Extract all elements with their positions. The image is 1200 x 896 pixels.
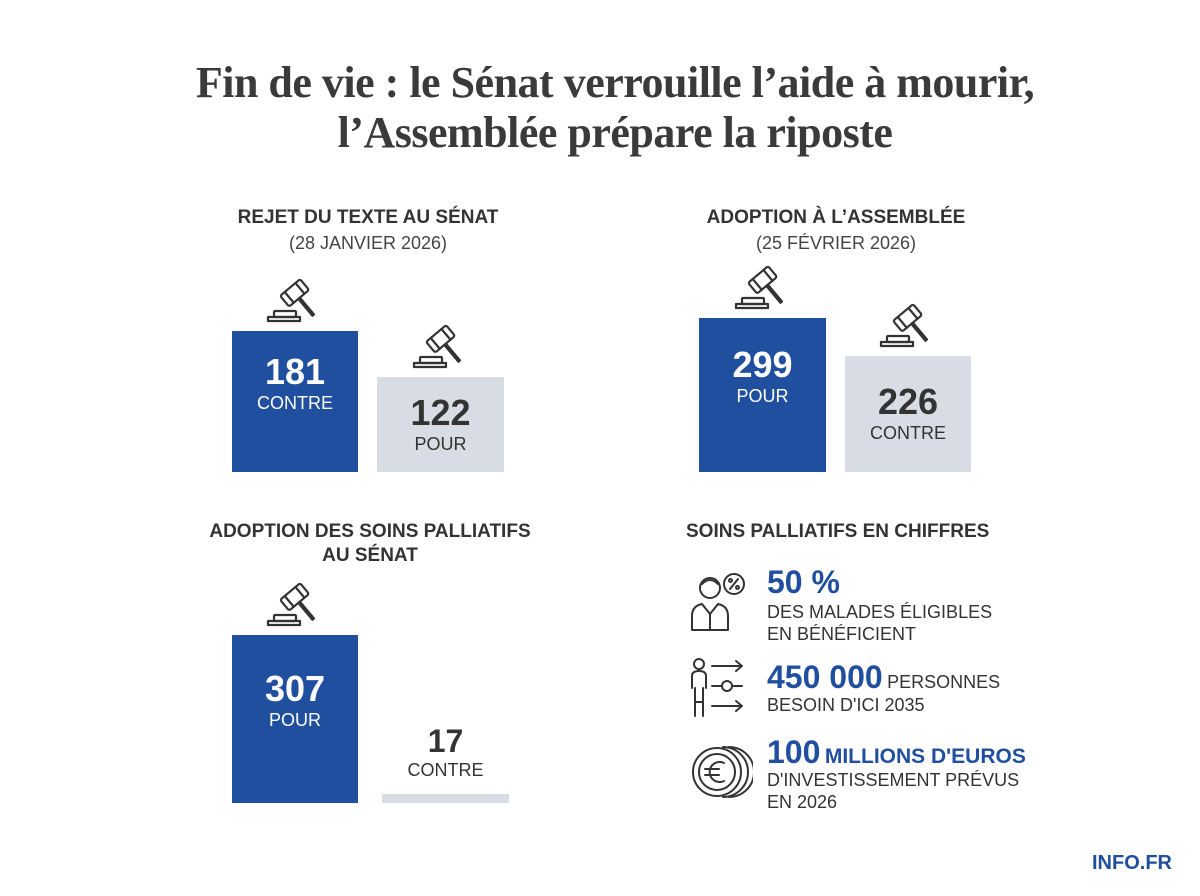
stat-2-unit: PERSONNES	[887, 672, 1001, 692]
bar-value-label: 181	[264, 351, 326, 392]
bar-pour	[699, 318, 826, 472]
bar-category-label: POUR	[268, 710, 321, 730]
gavel-icon	[264, 275, 326, 325]
title-line-2: l’Assemblée prépare la riposte	[337, 108, 893, 157]
bar-pour	[377, 377, 504, 472]
people-arrows-icon	[686, 656, 750, 720]
stat-3-unit: MILLIONS D'EUROS	[824, 745, 1026, 768]
stat-2-value: 450 000	[767, 659, 883, 695]
title-line-1: Fin de vie : le Sénat verrouille l’aide à mourir,	[195, 58, 1035, 107]
palliative-adoption-title-line-1: ADOPTION DES SOINS PALLIATIFS	[209, 521, 531, 542]
brand-logo: INFO.FR	[1092, 852, 1172, 874]
stat-1-line-2: EN BÉNÉFICIENT	[767, 624, 917, 644]
stat-1	[767, 565, 992, 645]
euro-coins-icon	[689, 742, 753, 802]
gavel-icon	[877, 300, 939, 350]
bar-outside-label	[382, 724, 509, 780]
bar-value-label: 17	[427, 723, 464, 759]
bar-category-label: POUR	[414, 434, 467, 454]
bar-contre	[232, 331, 358, 472]
bar-value-label: 299	[732, 344, 793, 385]
bar-contre	[382, 794, 509, 803]
stat-3	[767, 735, 1026, 813]
stats-heading: SOINS PALLIATIFS EN CHIFFRES	[686, 521, 990, 542]
gavel-icon	[410, 321, 472, 371]
stat-3-line-1: D'INVESTISSEMENT PRÉVUS	[767, 770, 1020, 790]
palliative-adoption-title	[180, 520, 560, 568]
stat-1-value: 50 %	[767, 564, 840, 600]
bar-value-label: 307	[264, 668, 326, 709]
senate-rejection-date: (28 JANVIER 2026)	[288, 233, 448, 253]
stat-1-line-1: DES MALADES ÉLIGIBLES	[767, 602, 993, 622]
page-title	[0, 58, 1200, 158]
bar-value-label: 226	[877, 381, 939, 422]
assembly-adoption-title: ADOPTION À L’ASSEMBLÉE	[706, 207, 966, 228]
bar-pour	[232, 635, 358, 803]
gavel-icon	[264, 579, 326, 629]
stat-2	[767, 660, 1000, 716]
bar-value-label: 122	[410, 392, 471, 433]
palliative-adoption-title-line-2: AU SÉNAT	[322, 545, 418, 566]
assembly-adoption-date: (25 FÉVRIER 2026)	[755, 233, 917, 253]
stat-2-line-1: BESOIN D'ICI 2035	[767, 695, 925, 715]
bar-category-label: CONTRE	[870, 423, 946, 443]
stat-3-line-2: EN 2026	[767, 792, 838, 812]
person-percent-icon	[686, 570, 750, 634]
bar-category-label: CONTRE	[407, 760, 484, 780]
bar-contre	[845, 356, 971, 472]
stat-3-value: 100	[767, 734, 821, 770]
bar-category-label: POUR	[736, 386, 789, 406]
bar-category-label: CONTRE	[257, 393, 333, 413]
gavel-icon	[732, 262, 794, 312]
senate-rejection-title: REJET DU TEXTE AU SÉNAT	[237, 207, 499, 228]
